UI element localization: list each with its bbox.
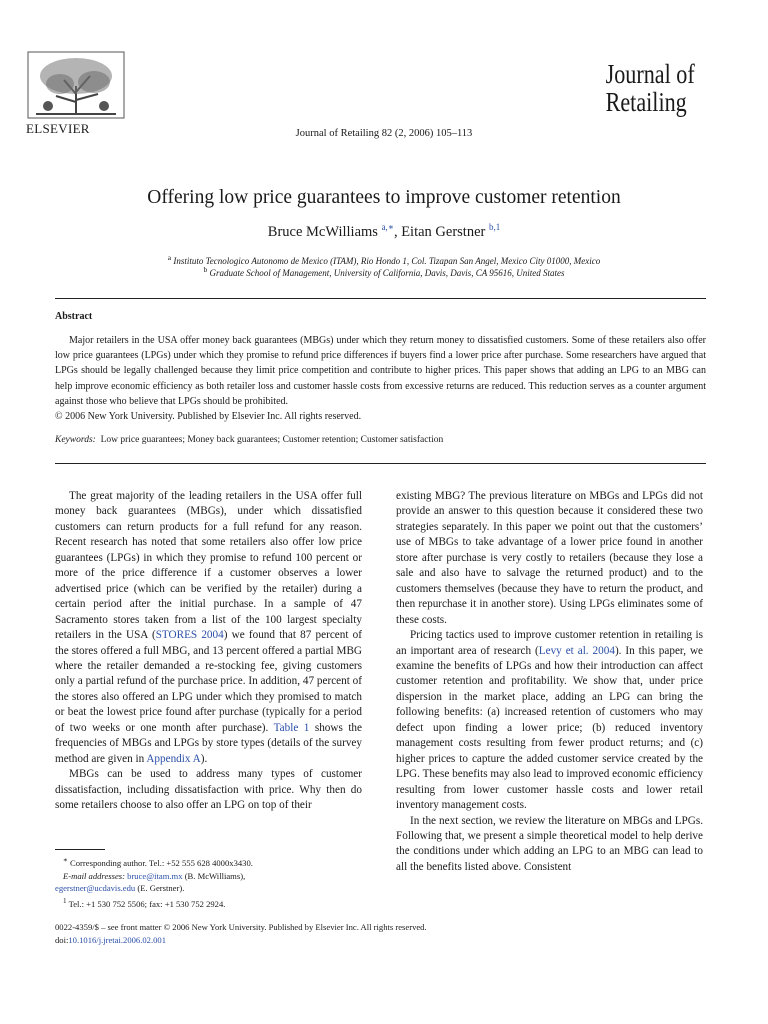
front-matter-footer [55, 921, 427, 947]
body-left-column [55, 489, 362, 814]
abstract-text: Major retailers in the USA offer money back guarantees (MBGs) under which they return money to dissatisfied customers. Some of these retailers also offer low price guarantees (LPGs) under which they promise to refund price differences if buyers find a lower price after purchase. Some researchers have argued that LPGs should be legally challenged because they limit price competition and contribute to higher prices. This paper shows that adding an LPG to an MBG can help improve economic efficiency as both retailer loss and customer hassle costs from excessive returns are reduced. This reduction serves as a counter argument against those who believe that LPGs should be prohibited. [55, 335, 706, 407]
body-paragraph [396, 628, 703, 813]
paragraph-text: shows the frequencies of MBGs and LPGs by store types (details of the survey method are given in [55, 721, 362, 765]
table-1-link[interactable]: Table 1 [273, 721, 310, 734]
footnote-mark: ∗ [63, 856, 68, 864]
footnote-emails-cont [55, 882, 362, 895]
author-2: Eitan Gerstner [401, 223, 486, 240]
stores-2004-link[interactable]: STORES 2004 [155, 629, 224, 642]
footnotes [55, 854, 362, 911]
email-gerstner-link[interactable]: egerstner@ucdavis.edu [55, 883, 136, 894]
affiliation-a-mark: a [167, 253, 172, 262]
body-paragraph: existing MBG? The previous literature on MBGs and LPGs did not provide an answer to this question because it considered these two strategies separately. In this paper we point out that the customers’ use of MBGs to take advantage of a lower price found in another store after purchase is very costly to retailers (because they lose a sale and also have to salvage the returned product) and to the customers themselves (because they have to return the product, and then repurchase it in another store). Using LPGs eliminates some of these costs. [396, 490, 703, 626]
footnote-mark: 1 [63, 897, 67, 906]
abstract-copyright: © 2006 New York University. Published by Elsevier Inc. All rights reserved. [55, 411, 362, 423]
affiliation-b [0, 265, 768, 278]
footnote-text: (E. Gerstner). [135, 883, 185, 894]
divider-top [55, 298, 706, 299]
affiliation-b-mark: b [203, 265, 208, 274]
appendix-a-link[interactable]: Appendix A [146, 752, 201, 765]
body-paragraph [55, 489, 362, 767]
author-2-marks[interactable]: b,1 [488, 222, 501, 232]
body-paragraph: In the next section, we review the literature on MBGs and LPGs. Following that, we present a simple theoretical model to help derive the conditions under which adding an LPG to an MBG can lead to all the benefits listed above. Consistent [396, 814, 703, 873]
doi-label: doi: [55, 934, 69, 945]
abstract-heading: Abstract [55, 311, 93, 322]
affiliation-b-text: Graduate School of Management, University of California, Davis, Davis, CA 95616, United States [209, 268, 565, 278]
footnote-phone [55, 895, 362, 911]
paragraph-text: ) we found that 87 percent of the stores offered a full MBG, and 13 percent offered a partial MBG where the retailer demanded a re-stocking fee, giving customers only a partial refund of the purchase price. In addition, 47 percent of the stores also offered an LPG under which they promised to match or beat the lowest price found after purchase (typically for a period of two weeks or one month after purchase). [55, 629, 362, 734]
author-1: Bruce McWilliams [267, 223, 378, 240]
footnote-divider [55, 849, 105, 850]
journal-citation: Journal of Retailing 82 (2, 2006) 105–113 [295, 128, 473, 139]
email-mcwilliams-link[interactable]: bruce@itam.mx [127, 870, 183, 881]
divider-bottom [55, 463, 706, 464]
journal-title-line1: Journal of [605, 59, 695, 89]
paragraph-text: ). [200, 752, 208, 765]
paragraph-text: ). In this paper, we examine the benefits of LPGs and how their introduction can affect customer retention and profitability. We show that, under price dispersion in the market place, adding an LPG can bring the following benefits: (a) increased retention of customers who may defect upon finding a lower price; (b) reduced inventory management costs resulting from fewer product returns; and (c) higher prices to capture the added customer service created by the LPG. These benefits may also lead to improved economic efficiency resulting from lower customer hassle costs and lower retail inventory management costs. [396, 644, 703, 812]
keywords [55, 435, 443, 445]
footnote-emails [55, 870, 362, 883]
doi-link[interactable]: 10.1016/j.jretai.2006.02.001 [68, 934, 166, 945]
keywords-label: Keywords: [55, 435, 96, 445]
author-line [0, 222, 768, 241]
paragraph-text: Pricing tactics used to improve customer retention in retailing is an important area of research ( [396, 629, 703, 657]
footnote-text: (B. McWilliams), [182, 870, 246, 881]
footnote-label: E-mail addresses: [63, 870, 125, 881]
paragraph-text: The great majority of the leading retailers in the USA offer full money back guarantees (MBGs), under which dissatisfied customers can return products for a full refund for any reason. Recent research has noted that some retailers also offer low price guarantees (LPGs) in which they promise to refund 100 percent or more of the price difference if a customer observes a lower advertised price (which can be verified by the retailer) during a certain period after the initial purchase. In a sample of 47 Sacramento stores taken from a list of the 100 largest specialty retailers in the USA ( [55, 490, 362, 642]
journal-title [606, 60, 695, 116]
doi-line [55, 934, 427, 947]
levy-2004-link[interactable]: Levy et al. 2004 [538, 644, 615, 657]
body-paragraph: MBGs can be used to address many types of customer dissatisfaction, including dissatisfaction with price. Why then do some retailers choose to also offer an LPG on top of their [55, 768, 362, 812]
author-separator: , [393, 223, 402, 240]
footnote-text: Tel.: +1 530 752 5506; fax: +1 530 752 2924. [68, 899, 226, 910]
affiliation-a-text: Instituto Tecnologico Autonomo de Mexico (ITAM), Rio Hondo 1, Col. Tizapan San Angel, Mexico City 01000, Mexico [173, 256, 601, 266]
issn-line: 0022-4359/$ – see front matter © 2006 New York University. Published by Elsevier Inc. All rights reserved. [55, 922, 427, 932]
author-1-marks[interactable]: a,∗ [381, 222, 394, 232]
footnote-text: Corresponding author. Tel.: +52 555 628 4000x3430. [70, 857, 253, 868]
journal-title-line2: Retailing [605, 87, 688, 117]
article-title: Offering low price guarantees to improve customer retention [147, 187, 621, 208]
body-right-column [396, 489, 703, 875]
keywords-list: Low price guarantees; Money back guarantees; Customer retention; Customer satisfaction [100, 435, 444, 445]
elsevier-tree-icon [26, 50, 136, 132]
footnote-corresponding [55, 854, 362, 870]
publisher-name: ELSEVIER [26, 121, 90, 136]
abstract-body [55, 333, 706, 424]
